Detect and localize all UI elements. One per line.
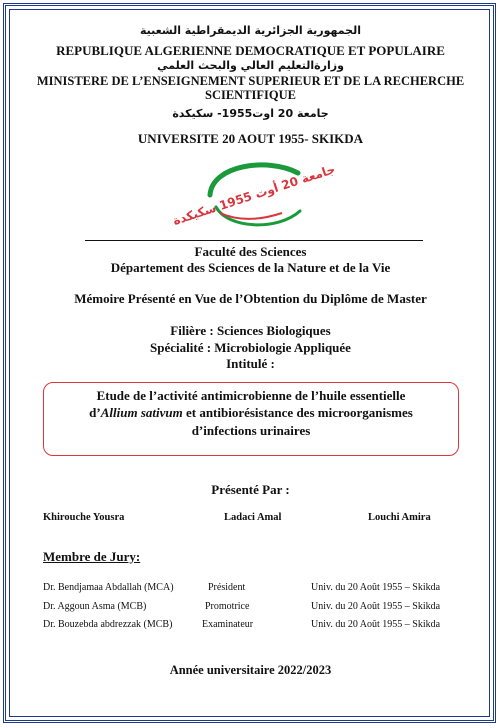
thesis-title-box [43,382,459,456]
specialite: Spécialité : Microbiologie Appliquée [150,340,351,355]
jury-member-1-name: Dr. Bendjamaa Abdallah (MCA) [43,582,174,593]
student-1: Khirouche Yousra [43,512,125,523]
thesis-title-line2: d’Allium sativum et antibiorésistance des microorganismes [89,405,413,420]
horizontal-rule [85,240,423,241]
arabic-ministry: وزارةالتعليم العالي والبحث العلمي [157,59,344,72]
jury-heading: Membre de Jury: [43,549,141,564]
arabic-republic: الجمهورية الجزائرية الديمقراطية الشعبية [140,24,361,37]
french-ministry-line1: MINISTERE DE L’ENSEIGNEMENT SUPERIEUR ET DE LA RECHERCHE [36,74,465,88]
memoire-statement: Mémoire Présenté en Vue de l’Obtention du Diplôme de Master [74,291,427,306]
jury-member-1-role: Président [208,582,246,593]
jury-member-2-affiliation: Univ. du 20 Août 1955 – Skikda [311,601,441,612]
jury-member-2-role: Promotrice [205,601,250,612]
species-name: Allium sativum [100,405,183,420]
filiere: Filière : Sciences Biologiques [170,323,331,338]
jury-member-2-name: Dr. Aggoun Asma (MCB) [43,601,147,612]
university-logo [171,155,337,235]
faculty-name: Faculté des Sciences [194,244,307,259]
student-3: Louchi Amira [368,512,431,523]
intitule: Intitulé : [226,356,275,371]
thesis-title-line3: d’infections urinaires [191,423,311,438]
french-ministry-line2: SCIENTIFIQUE [205,88,296,102]
student-2: Ladaci Amal [224,512,282,523]
french-republic: REPUBLIQUE ALGERIENNE DEMOCRATIQUE ET POPULAIRE [56,43,445,58]
jury-member-3-name: Dr. Bouzebda abdrezzak (MCB) [43,619,173,630]
jury-member-3-affiliation: Univ. du 20 Août 1955 – Skikda [311,619,441,630]
presented-by: Présenté Par : [211,482,290,497]
arabic-university: جامعة 20 اوت1955- سكيكدة [172,107,329,120]
jury-member-3-role: Examinateur [202,619,254,630]
logo-text: جامعة 20 أوت 1955 سكيكدة [171,162,337,228]
department-name: Département des Sciences de la Nature et de la Vie [110,260,391,275]
thesis-title-line1: Etude de l’activité antimicrobienne de l’huile essentielle [96,388,406,403]
academic-year: Année universitaire 2022/2023 [169,663,332,677]
french-university: UNIVERSITE 20 AOUT 1955- SKIKDA [137,131,364,146]
jury-member-1-affiliation: Univ. du 20 Août 1955 – Skikda [311,582,441,593]
